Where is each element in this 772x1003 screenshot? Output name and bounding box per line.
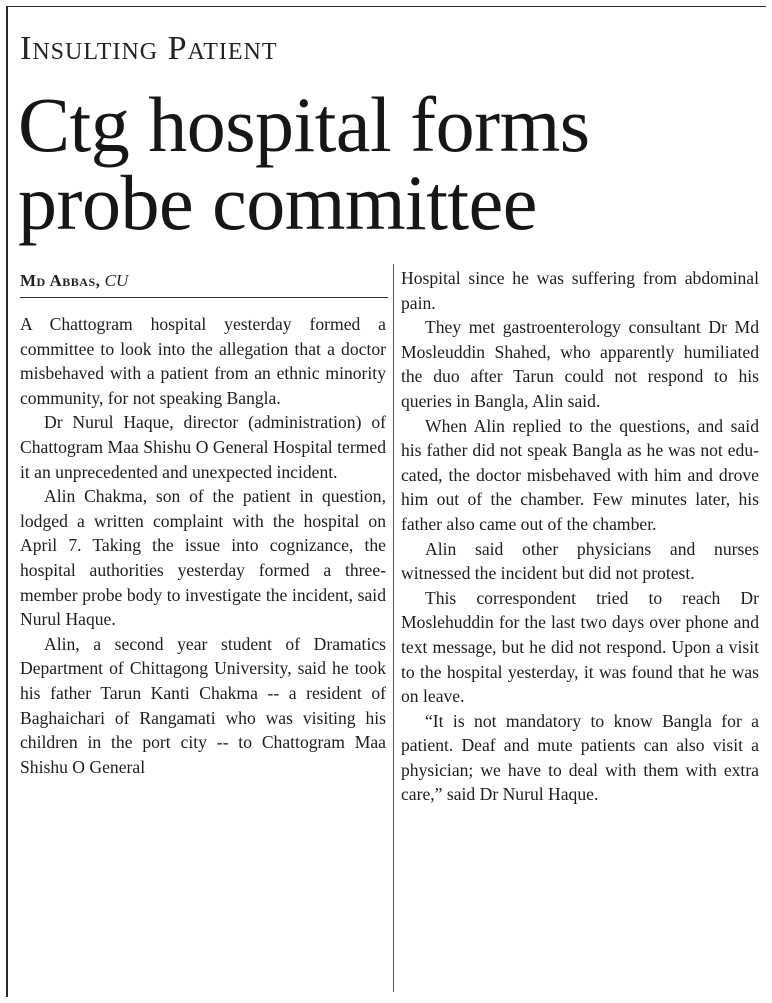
paragraph: Alin said other physicians and nurses witnessed the incident but did not protest. <box>401 538 759 584</box>
byline-author: Md Abbas, <box>20 271 101 290</box>
headline-line-2: probe committee <box>18 159 537 246</box>
paragraph: “It is not mandatory to know Bangla for a patient. Deaf and mute patients can also visit a physician; we have to deal with them with extra care,” said Dr Nurul Haque. <box>401 710 759 805</box>
article-kicker: Insulting Patient <box>20 30 278 67</box>
paragraph: A Chattogram hospital yesterday formed a committee to look into the allegation that a doctor misbehaved with a patient from an ethnic minority community, for not speaking Bangla. <box>20 314 386 408</box>
paragraph: When Alin replied to the questions, and said his father did not speak Bangla as he was not educated, the doctor misbehaved with him and drove him out of the chamber. Few minutes later, his father also came out of the chamber. <box>401 415 759 534</box>
byline-rule <box>20 297 388 298</box>
paragraph: They met gastroenterology consultant Dr Md Mosleuddin Shahed, who apparently humiliated the duo after Tarun could not respond to his queries in Bangla, Alin said. <box>401 317 759 411</box>
byline <box>20 271 128 291</box>
article-column-1 <box>20 312 386 779</box>
article-column-2 <box>401 266 759 807</box>
paragraph: This correspondent tried to reach Dr Moslehuddin for the last two days over phone and text message, but he did not respond. Upon a visit to the hospital yesterday, it was found that he was on leave. <box>401 587 759 707</box>
paragraph: Alin Chakma, son of the patient in question, lodged a written complaint with the hospital on April 7. Taking the issue into cognizance, the hospital authorities yesterday formed a three-member probe body to investigate the incident, said Nurul Haque. <box>20 486 386 630</box>
byline-location: CU <box>104 271 129 290</box>
paragraph: Dr Nurul Haque, director (administration) of Chattogram Maa Shishu O General Hospital termed it an unprecedented and unexpected incident. <box>20 412 386 482</box>
column-divider <box>393 264 394 992</box>
article-headline <box>18 81 758 246</box>
paragraph: Alin, a second year student of Dramatics Department of Chittagong University, said he took his father Tarun Kanti Chakma -- a resident of Baghaichari of Rangamati who was visiting his children in the port city -- to Chattogram Maa Shishu O General <box>20 633 386 777</box>
paragraph: Hospital since he was suffering from abdominal pain. <box>401 268 759 313</box>
headline-line-1: Ctg hospital forms <box>18 81 590 168</box>
